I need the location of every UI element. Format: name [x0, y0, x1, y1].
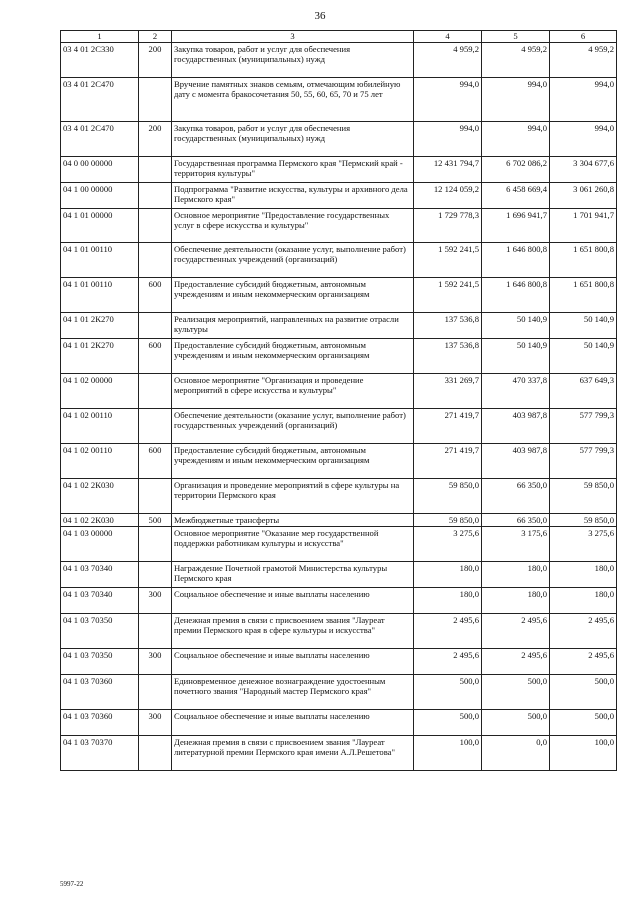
item-name-cell: Денежная премия в связи с присвоением звания "Лауреат премии Пермского края в сфере культуры и искусства" — [172, 614, 414, 649]
expense-type-cell: 500 — [139, 514, 172, 527]
amount-year2-cell: 994,0 — [482, 122, 550, 157]
item-name-cell: Обеспечение деятельности (оказание услуг, выполнение работ) государственных учреждений (организаций) — [172, 409, 414, 444]
amount-year1-cell: 4 959,2 — [414, 43, 482, 78]
expense-type-cell: 200 — [139, 122, 172, 157]
table-row — [61, 649, 617, 675]
amount-year3-cell: 994,0 — [550, 122, 617, 157]
amount-year3-cell: 577 799,3 — [550, 444, 617, 479]
expense-type-cell — [139, 675, 172, 710]
amount-year3-cell: 3 061 260,8 — [550, 183, 617, 209]
item-name-cell: Социальное обеспечение и иные выплаты населению — [172, 649, 414, 675]
budget-code-cell: 04 1 02 2К030 — [61, 514, 139, 527]
amount-year3-cell: 180,0 — [550, 562, 617, 588]
table-row — [61, 313, 617, 339]
column-header-4: 4 — [414, 31, 482, 43]
amount-year1-cell: 994,0 — [414, 78, 482, 122]
amount-year3-cell: 1 651 800,8 — [550, 243, 617, 278]
amount-year2-cell: 994,0 — [482, 78, 550, 122]
item-name-cell: Организация и проведение мероприятий в сфере культуры на территории Пермского края — [172, 479, 414, 514]
table-row — [61, 527, 617, 562]
amount-year1-cell: 12 431 794,7 — [414, 157, 482, 183]
item-name-cell: Награждение Почетной грамотой Министерства культуры Пермского края — [172, 562, 414, 588]
item-name-cell: Государственная программа Пермского края "Пермский край - территория культуры" — [172, 157, 414, 183]
table-row — [61, 514, 617, 527]
amount-year2-cell: 50 140,9 — [482, 313, 550, 339]
table-row — [61, 374, 617, 409]
expense-type-cell — [139, 736, 172, 771]
amount-year1-cell: 1 592 241,5 — [414, 278, 482, 313]
table-row — [61, 588, 617, 614]
amount-year3-cell: 3 275,6 — [550, 527, 617, 562]
budget-code-cell: 04 1 01 00110 — [61, 243, 139, 278]
budget-code-cell: 04 0 00 00000 — [61, 157, 139, 183]
amount-year2-cell: 403 987,8 — [482, 409, 550, 444]
amount-year1-cell: 137 536,8 — [414, 339, 482, 374]
table-row — [61, 675, 617, 710]
column-header-5: 5 — [482, 31, 550, 43]
column-header-1: 1 — [61, 31, 139, 43]
expense-type-cell — [139, 479, 172, 514]
amount-year3-cell: 1 701 941,7 — [550, 209, 617, 243]
budget-code-cell: 04 1 02 00110 — [61, 444, 139, 479]
amount-year2-cell: 66 350,0 — [482, 514, 550, 527]
item-name-cell: Закупка товаров, работ и услуг для обеспечения государственных (муниципальных) нужд — [172, 43, 414, 78]
amount-year2-cell: 2 495,6 — [482, 614, 550, 649]
table-row — [61, 183, 617, 209]
expense-type-cell — [139, 527, 172, 562]
amount-year1-cell: 994,0 — [414, 122, 482, 157]
table-row — [61, 78, 617, 122]
amount-year3-cell: 2 495,6 — [550, 614, 617, 649]
item-name-cell: Подпрограмма "Развитие искусства, культуры и архивного дела Пермского края" — [172, 183, 414, 209]
budget-code-cell: 04 1 02 00110 — [61, 409, 139, 444]
amount-year1-cell: 180,0 — [414, 562, 482, 588]
budget-code-cell: 03 4 01 2С470 — [61, 122, 139, 157]
amount-year2-cell: 403 987,8 — [482, 444, 550, 479]
amount-year1-cell: 1 729 778,3 — [414, 209, 482, 243]
amount-year3-cell: 59 850,0 — [550, 514, 617, 527]
budget-code-cell: 04 1 01 2К270 — [61, 313, 139, 339]
amount-year3-cell: 500,0 — [550, 710, 617, 736]
table-row — [61, 209, 617, 243]
amount-year2-cell: 66 350,0 — [482, 479, 550, 514]
amount-year2-cell: 1 646 800,8 — [482, 278, 550, 313]
expense-type-cell: 200 — [139, 43, 172, 78]
budget-code-cell: 04 1 00 00000 — [61, 183, 139, 209]
item-name-cell: Предоставление субсидий бюджетным, автономным учреждениям и иным некоммерческим организациям — [172, 278, 414, 313]
amount-year2-cell: 180,0 — [482, 562, 550, 588]
amount-year1-cell: 59 850,0 — [414, 479, 482, 514]
table-row — [61, 710, 617, 736]
amount-year2-cell: 500,0 — [482, 710, 550, 736]
budget-code-cell: 04 1 03 70340 — [61, 562, 139, 588]
expense-type-cell — [139, 313, 172, 339]
table-header-row — [61, 31, 617, 43]
item-name-cell: Денежная премия в связи с присвоением звания "Лауреат литературной премии Пермского края имени А.Л.Решетова" — [172, 736, 414, 771]
amount-year3-cell: 2 495,6 — [550, 649, 617, 675]
budget-code-cell: 03 4 01 2С470 — [61, 78, 139, 122]
amount-year2-cell: 470 337,8 — [482, 374, 550, 409]
budget-code-cell: 04 1 03 00000 — [61, 527, 139, 562]
table-row — [61, 243, 617, 278]
amount-year3-cell: 50 140,9 — [550, 313, 617, 339]
budget-code-cell: 04 1 03 70370 — [61, 736, 139, 771]
expense-type-cell — [139, 562, 172, 588]
item-name-cell: Социальное обеспечение и иные выплаты населению — [172, 588, 414, 614]
table-row — [61, 444, 617, 479]
amount-year3-cell: 1 651 800,8 — [550, 278, 617, 313]
budget-code-cell: 04 1 01 00000 — [61, 209, 139, 243]
table-row — [61, 562, 617, 588]
expense-type-cell: 300 — [139, 649, 172, 675]
amount-year2-cell: 500,0 — [482, 675, 550, 710]
column-header-3: 3 — [172, 31, 414, 43]
budget-table — [60, 30, 617, 771]
amount-year2-cell: 6 458 669,4 — [482, 183, 550, 209]
amount-year3-cell: 500,0 — [550, 675, 617, 710]
expense-type-cell: 600 — [139, 444, 172, 479]
amount-year3-cell: 50 140,9 — [550, 339, 617, 374]
item-name-cell: Закупка товаров, работ и услуг для обеспечения государственных (муниципальных) нужд — [172, 122, 414, 157]
amount-year1-cell: 2 495,6 — [414, 649, 482, 675]
budget-code-cell: 04 1 03 70360 — [61, 710, 139, 736]
expense-type-cell: 600 — [139, 339, 172, 374]
expense-type-cell — [139, 157, 172, 183]
table-row — [61, 43, 617, 78]
table-row — [61, 614, 617, 649]
amount-year3-cell: 100,0 — [550, 736, 617, 771]
budget-code-cell: 04 1 02 00000 — [61, 374, 139, 409]
budget-code-cell: 04 1 03 70360 — [61, 675, 139, 710]
table-row — [61, 409, 617, 444]
amount-year3-cell: 59 850,0 — [550, 479, 617, 514]
amount-year1-cell: 271 419,7 — [414, 444, 482, 479]
footer-code: 5997-22 — [60, 880, 84, 888]
amount-year2-cell: 6 702 086,2 — [482, 157, 550, 183]
item-name-cell: Основное мероприятие "Оказание мер государственной поддержки работникам культуры и искусства" — [172, 527, 414, 562]
amount-year1-cell: 271 419,7 — [414, 409, 482, 444]
amount-year2-cell: 3 175,6 — [482, 527, 550, 562]
item-name-cell: Основное мероприятие "Предоставление государственных услуг в сфере искусства и культуры" — [172, 209, 414, 243]
budget-code-cell: 04 1 01 00110 — [61, 278, 139, 313]
amount-year1-cell: 331 269,7 — [414, 374, 482, 409]
column-header-2: 2 — [139, 31, 172, 43]
amount-year3-cell: 637 649,3 — [550, 374, 617, 409]
amount-year2-cell: 0,0 — [482, 736, 550, 771]
expense-type-cell — [139, 374, 172, 409]
table-body — [61, 43, 617, 771]
item-name-cell: Обеспечение деятельности (оказание услуг, выполнение работ) государственных учреждений (организаций) — [172, 243, 414, 278]
table-row — [61, 736, 617, 771]
expense-type-cell — [139, 209, 172, 243]
amount-year1-cell: 500,0 — [414, 675, 482, 710]
budget-code-cell: 04 1 01 2К270 — [61, 339, 139, 374]
expense-type-cell: 300 — [139, 710, 172, 736]
amount-year2-cell: 1 696 941,7 — [482, 209, 550, 243]
page-number: 36 — [314, 10, 326, 22]
expense-type-cell: 300 — [139, 588, 172, 614]
expense-type-cell — [139, 78, 172, 122]
table-row — [61, 157, 617, 183]
expense-type-cell — [139, 409, 172, 444]
budget-code-cell: 04 1 03 70340 — [61, 588, 139, 614]
item-name-cell: Вручение памятных знаков семьям, отмечающим юбилейную дату с момента бракосочетания 50, 55, 60, 65, 70 и 75 лет — [172, 78, 414, 122]
item-name-cell: Предоставление субсидий бюджетным, автономным учреждениям и иным некоммерческим организациям — [172, 444, 414, 479]
item-name-cell: Основное мероприятие "Организация и проведение мероприятий в сфере искусства и культуры" — [172, 374, 414, 409]
table-row — [61, 122, 617, 157]
amount-year1-cell: 3 275,6 — [414, 527, 482, 562]
amount-year1-cell: 500,0 — [414, 710, 482, 736]
expense-type-cell: 600 — [139, 278, 172, 313]
amount-year2-cell: 4 959,2 — [482, 43, 550, 78]
item-name-cell: Реализация мероприятий, направленных на развитие отрасли культуры — [172, 313, 414, 339]
amount-year2-cell: 2 495,6 — [482, 649, 550, 675]
expense-type-cell — [139, 183, 172, 209]
amount-year3-cell: 4 959,2 — [550, 43, 617, 78]
amount-year3-cell: 577 799,3 — [550, 409, 617, 444]
amount-year3-cell: 994,0 — [550, 78, 617, 122]
column-header-6: 6 — [550, 31, 617, 43]
amount-year3-cell: 3 304 677,6 — [550, 157, 617, 183]
budget-code-cell: 03 4 01 2С330 — [61, 43, 139, 78]
amount-year2-cell: 1 646 800,8 — [482, 243, 550, 278]
table-row — [61, 339, 617, 374]
amount-year1-cell: 137 536,8 — [414, 313, 482, 339]
amount-year2-cell: 180,0 — [482, 588, 550, 614]
item-name-cell: Межбюджетные трансферты — [172, 514, 414, 527]
amount-year1-cell: 100,0 — [414, 736, 482, 771]
item-name-cell: Единовременное денежное вознаграждение удостоенным почетного звания "Народный мастер Пермского края" — [172, 675, 414, 710]
budget-code-cell: 04 1 03 70350 — [61, 614, 139, 649]
expense-type-cell — [139, 614, 172, 649]
amount-year2-cell: 50 140,9 — [482, 339, 550, 374]
amount-year1-cell: 180,0 — [414, 588, 482, 614]
amount-year3-cell: 180,0 — [550, 588, 617, 614]
table-row — [61, 278, 617, 313]
expense-type-cell — [139, 243, 172, 278]
amount-year1-cell: 1 592 241,5 — [414, 243, 482, 278]
amount-year1-cell: 12 124 059,2 — [414, 183, 482, 209]
amount-year1-cell: 2 495,6 — [414, 614, 482, 649]
budget-code-cell: 04 1 02 2К030 — [61, 479, 139, 514]
item-name-cell: Предоставление субсидий бюджетным, автономным учреждениям и иным некоммерческим организациям — [172, 339, 414, 374]
item-name-cell: Социальное обеспечение и иные выплаты населению — [172, 710, 414, 736]
budget-code-cell: 04 1 03 70350 — [61, 649, 139, 675]
table-row — [61, 479, 617, 514]
amount-year1-cell: 59 850,0 — [414, 514, 482, 527]
